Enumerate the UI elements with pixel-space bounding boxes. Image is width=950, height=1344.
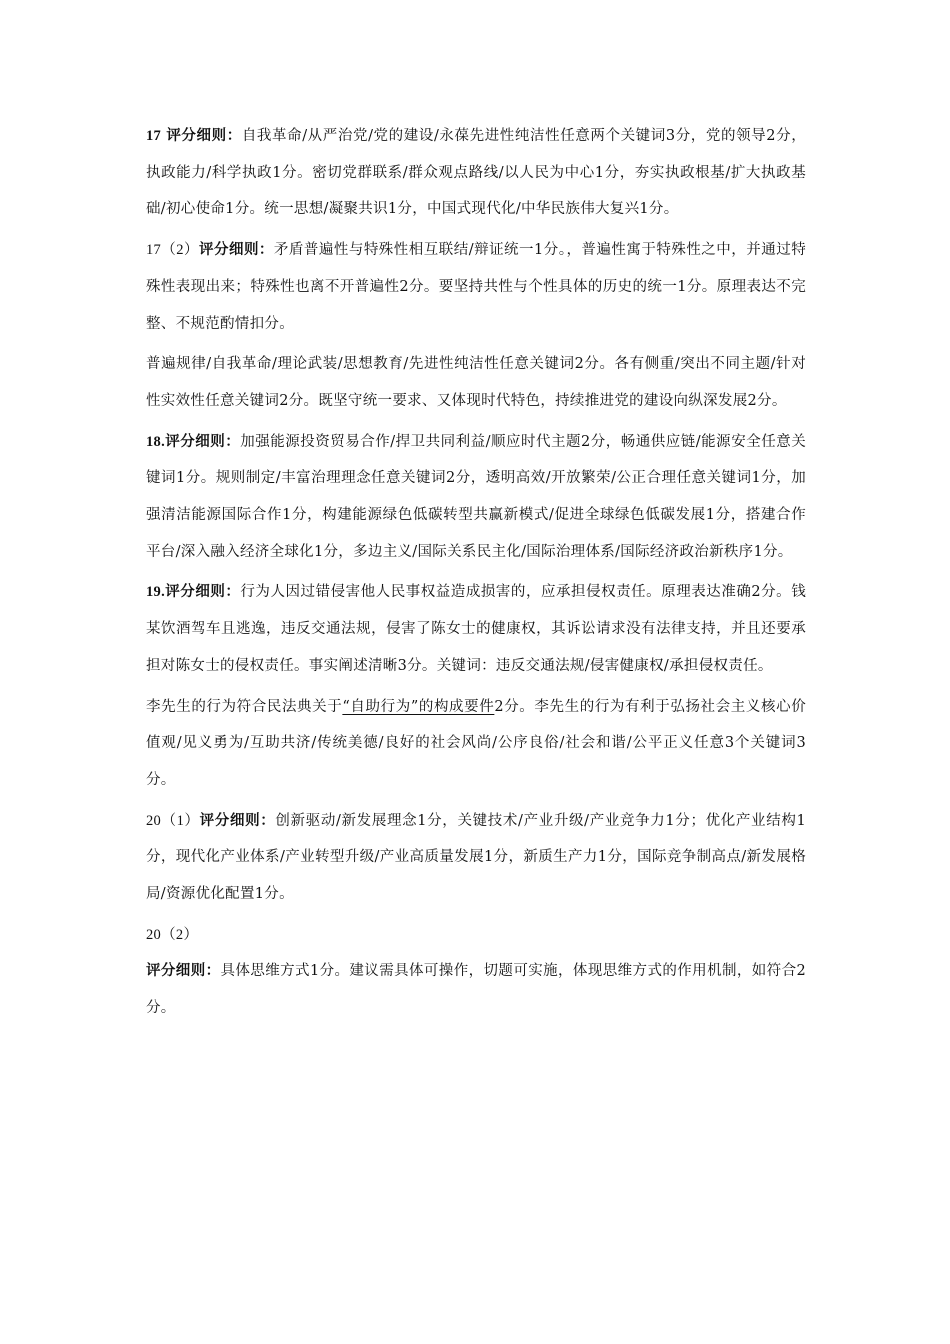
paragraph-body-post: 2分。李先生的行为有利于弘扬社会主义核心价值观/见义勇为/互助共济/传统美德/良好的社会风尚/公序良俗/社会和谐/公平正义任意3个关键词3分。 (146, 698, 806, 788)
paragraph-body-pre: 李先生的行为符合民法典关于 (146, 698, 343, 715)
scoring-rules-label: 评分细则： (166, 127, 242, 144)
question-number: 17（2） (146, 242, 199, 259)
paragraph-body: 行为人因过错侵害他人民事权益造成损害的，应承担侵权责任。原理表达准确2分。钱某饮酒驾车且逃逸，违反交通法规，侵害了陈女士的健康权，其诉讼请求没有法律支持，并且还要承担对陈女士的侵权责任。事实阐述清晰3分。关键词：违反交通法规/侵害健康权/承担侵权责任。 (146, 584, 806, 674)
paragraph-18 (146, 424, 806, 571)
paragraph-19-continued (146, 689, 806, 799)
paragraph-body: 加强能源投资贸易合作/捍卫共同利益/顺应时代主题2分，畅通供应链/能源安全任意关键词1分。规则制定/丰富治理理念任意关键词2分，透明高效/开放繁荣/公正合理任意关键词1分，加强清洁能源国际合作1分，构建能源绿色低碳转型共赢新模式/促进全球绿色低碳发展1分，搭建合作平台/深入融入经济全球化1分，多边主义/国际关系民主化/国际治理体系/国际经济政治新秩序1分。 (146, 433, 806, 560)
scoring-rules-label: 评分细则： (165, 583, 241, 601)
scoring-rules-label: 评分细则： (146, 962, 221, 980)
paragraph-body: 具体思维方式1分。建议需具体可操作，切题可实施，体现思维方式的作用机制，如符合2分。 (146, 963, 807, 1017)
question-number: 20（2） (146, 926, 199, 943)
paragraph-body: 普遍规律/自我革命/理论武装/思想教育/先进性纯洁性任意关键词2分。各有侧重/突出不同主题/针对性实效性任意关键词2分。既坚守统一要求、又体现时代特色，持续推进党的建设向纵深发展2分。 (146, 356, 806, 409)
question-number: 19. (146, 584, 166, 601)
paragraph-20-1 (146, 803, 806, 913)
paragraph-20-2-heading (146, 917, 806, 954)
paragraph-body: 自我革命/从严治党/党的建设/永葆先进性纯洁性任意两个关键词3分，党的领导2分，执政能力/科学执政1分。密切党群联系/群众观点路线/以人民为中心1分，夯实执政根基/扩大执政基础/初心使命1分。统一思想/凝聚共识1分，中国式现代化/中华民族伟大复兴1分。 (146, 128, 806, 218)
paragraph-17-1 (146, 118, 806, 228)
question-number: 18. (146, 433, 166, 450)
paragraph-17-2-continued (146, 346, 806, 419)
paragraph-20-2 (146, 953, 806, 1026)
document-page (146, 118, 806, 1031)
question-number: 20（1） (146, 812, 200, 829)
underlined-term: “自助行为”的构成要件 (342, 698, 495, 715)
question-number: 17 (146, 128, 162, 144)
paragraph-body: 矛盾普遍性与特殊性相互联结/辩证统一1分。，普遍性寓于特殊性之中，并通过特殊性表现出来；特殊性也离不开普遍性2分。要坚持共性与个性具体的历史的统一1分。原理表达不完整、不规范酌情扣分。 (146, 242, 807, 332)
paragraph-body: 创新驱动/新发展理念1分，关键技术/产业升级/产业竞争力1分；优化产业结构1分，现代化产业体系/产业转型升级/产业高质量发展1分，新质生产力1分，国际竞争制高点/新发展格局/资源优化配置1分。 (146, 812, 807, 903)
paragraph-19 (146, 574, 806, 684)
scoring-rules-label: 评分细则： (199, 811, 276, 829)
scoring-rules-label: 评分细则： (165, 432, 241, 450)
paragraph-17-2 (146, 232, 806, 342)
scoring-rules-label: 评分细则： (199, 241, 274, 259)
